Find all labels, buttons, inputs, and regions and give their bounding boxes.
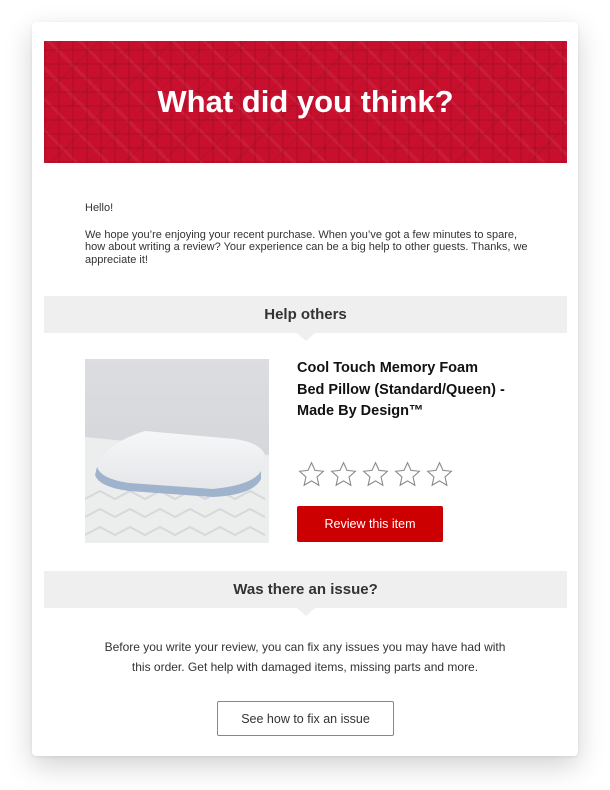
intro-message: We hope you’re enjoying your recent purchase. When you’ve got a few minutes to spare, how about writing a review? Your experience can be a big help to other guests. Thanks, we appreciate it! [85, 228, 528, 266]
star-icon[interactable] [329, 460, 358, 489]
pillow-image [85, 359, 269, 543]
header-banner [44, 41, 567, 163]
fix-issue-button[interactable]: See how to fix an issue [217, 701, 394, 736]
product-name[interactable]: Cool Touch Memory Foam Bed Pillow (Standard/Queen) - Made By Design™ [297, 360, 505, 419]
issue-heading: Was there an issue? [233, 581, 378, 598]
intro-text-block [85, 202, 535, 280]
issue-message: Before you write your review, you can fix any issues you may have had with this order. Get help with damaged items, missing parts and more. [104, 640, 506, 674]
product-image[interactable] [85, 359, 269, 543]
issue-heading-bar [44, 571, 567, 608]
review-item-button[interactable]: Review this item [297, 506, 443, 542]
star-icon[interactable] [425, 460, 454, 489]
page-title: What did you think? [157, 84, 454, 119]
star-icon[interactable] [361, 460, 390, 489]
star-icon[interactable] [393, 460, 422, 489]
help-others-heading: Help others [264, 306, 347, 323]
help-others-heading-bar [44, 296, 567, 333]
greeting-text: Hello! [85, 202, 114, 214]
star-rating [297, 460, 454, 489]
star-icon[interactable] [297, 460, 326, 489]
